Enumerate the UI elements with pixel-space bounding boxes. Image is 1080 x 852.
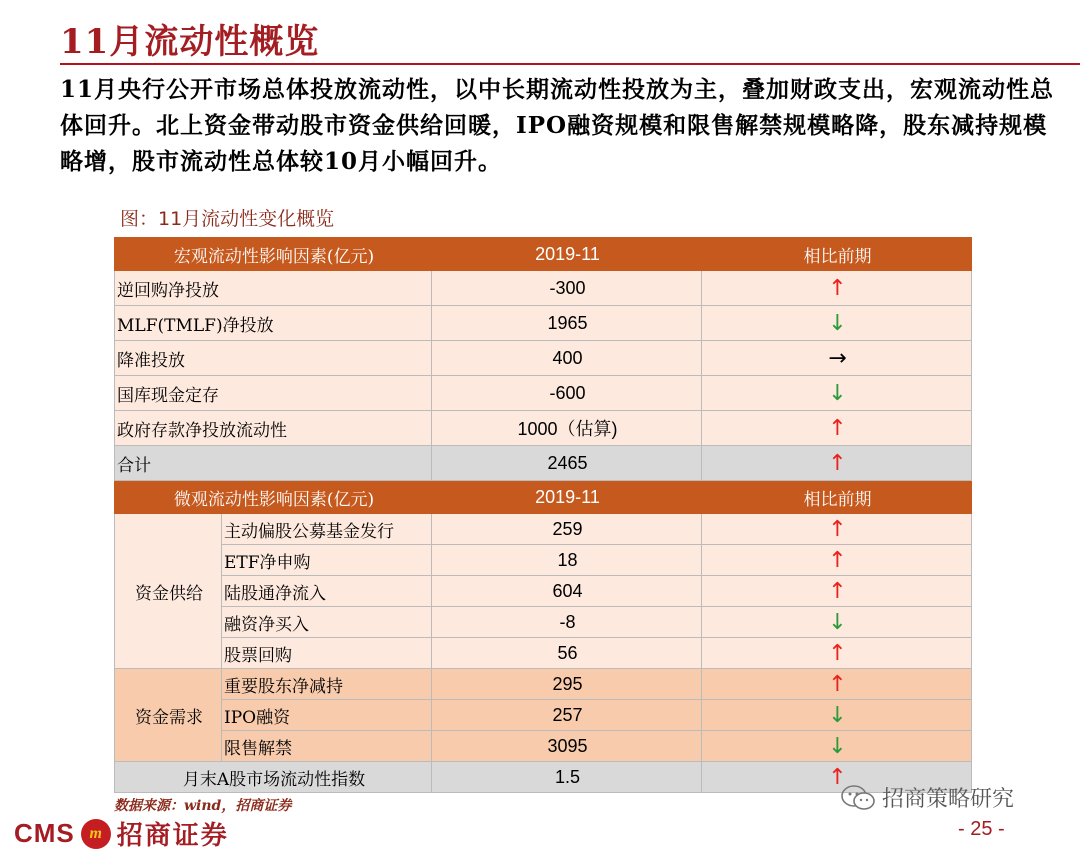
figure-title: 图：11月流动性变化概览 <box>120 208 335 230</box>
table-row <box>115 669 972 700</box>
row-label: 政府存款净投放流动性 <box>115 411 432 446</box>
row-label: 股票回购 <box>222 638 432 669</box>
page-number: - 25 - <box>958 818 1005 840</box>
title-divider <box>60 63 1080 65</box>
down-arrow-icon: ↓ <box>702 306 972 341</box>
row-value: 1000（估算) <box>432 411 702 446</box>
down-arrow-icon: ↓ <box>702 731 972 762</box>
table-row <box>115 271 972 306</box>
supply-group-label: 资金供给 <box>115 514 222 669</box>
table-row <box>115 514 972 545</box>
demand-group-label: 资金需求 <box>115 669 222 762</box>
row-value: 400 <box>432 341 702 376</box>
logo-latin-text: CMS <box>14 818 75 848</box>
data-source-note: 数据来源：wind，招商证券 <box>114 798 292 814</box>
down-arrow-icon: ↓ <box>702 700 972 731</box>
down-arrow-icon: ↓ <box>702 607 972 638</box>
table-row <box>115 341 972 376</box>
total-label: 合计 <box>115 446 432 481</box>
row-value: 3095 <box>432 731 702 762</box>
row-label: 陆股通净流入 <box>222 576 432 607</box>
up-arrow-icon: ↑ <box>702 638 972 669</box>
logo-badge-icon <box>81 819 111 849</box>
wechat-icon <box>840 784 876 812</box>
row-value: -300 <box>432 271 702 306</box>
wechat-watermark <box>840 782 1014 813</box>
row-label: 国库现金定存 <box>115 376 432 411</box>
row-value: -600 <box>432 376 702 411</box>
row-label: 逆回购净投放 <box>115 271 432 306</box>
up-arrow-icon: ↑ <box>702 411 972 446</box>
up-arrow-icon: ↑ <box>702 271 972 306</box>
micro-header-factor: 微观流动性影响因素(亿元) <box>115 481 432 514</box>
index-value: 1.5 <box>432 762 702 793</box>
page-title: 11月流动性概览 <box>60 22 320 62</box>
down-arrow-icon: ↓ <box>702 376 972 411</box>
row-value: 295 <box>432 669 702 700</box>
row-value: 18 <box>432 545 702 576</box>
row-label: 重要股东净减持 <box>222 669 432 700</box>
index-label: 月末A股市场流动性指数 <box>115 762 432 793</box>
macro-header-change: 相比前期 <box>702 238 972 271</box>
total-row <box>115 446 972 481</box>
logo-badge-letter: m <box>89 824 102 842</box>
row-value: 604 <box>432 576 702 607</box>
row-label: ETF净申购 <box>222 545 432 576</box>
total-value: 2465 <box>432 446 702 481</box>
row-label: 融资净买入 <box>222 607 432 638</box>
right-arrow-icon: → <box>702 341 972 376</box>
macro-header-row <box>115 238 972 271</box>
row-value: 1965 <box>432 306 702 341</box>
logo-chinese-text: 招商证券 <box>116 821 229 851</box>
micro-header-row <box>115 481 972 514</box>
row-label: IPO融资 <box>222 700 432 731</box>
up-arrow-icon: ↑ <box>702 576 972 607</box>
table-row <box>115 607 972 638</box>
up-arrow-icon: ↑ <box>702 514 972 545</box>
up-arrow-icon: ↑ <box>702 669 972 700</box>
row-value: 257 <box>432 700 702 731</box>
liquidity-table <box>114 237 972 793</box>
row-value: -8 <box>432 607 702 638</box>
table-row <box>115 576 972 607</box>
table-row <box>115 411 972 446</box>
watermark-text: 招商策略研究 <box>882 787 1015 812</box>
table-row <box>115 700 972 731</box>
macro-header-factor: 宏观流动性影响因素(亿元) <box>115 238 432 271</box>
table-row <box>115 306 972 341</box>
row-label: 主动偏股公募基金发行 <box>222 514 432 545</box>
row-value: 259 <box>432 514 702 545</box>
row-label: 限售解禁 <box>222 731 432 762</box>
micro-header-period: 2019-11 <box>432 481 702 514</box>
up-arrow-icon: ↑ <box>702 762 972 793</box>
up-arrow-icon: ↑ <box>702 545 972 576</box>
micro-header-change: 相比前期 <box>702 481 972 514</box>
table-row <box>115 545 972 576</box>
macro-header-period: 2019-11 <box>432 238 702 271</box>
table-row <box>115 638 972 669</box>
company-logo <box>14 815 229 852</box>
table-row <box>115 731 972 762</box>
row-value: 56 <box>432 638 702 669</box>
up-arrow-icon: ↑ <box>702 446 972 481</box>
summary-paragraph: 11月央行公开市场总体投放流动性，以中长期流动性投放为主，叠加财政支出，宏观流动性总体回升。北上资金带动股市资金供给回暖，IPO融资规模和限售解禁规模略降，股东减持规模略增，股市流动性总体较10月小幅回升。 <box>60 76 1055 175</box>
row-label: 降准投放 <box>115 341 432 376</box>
table-row <box>115 376 972 411</box>
row-label: MLF(TMLF)净投放 <box>115 306 432 341</box>
